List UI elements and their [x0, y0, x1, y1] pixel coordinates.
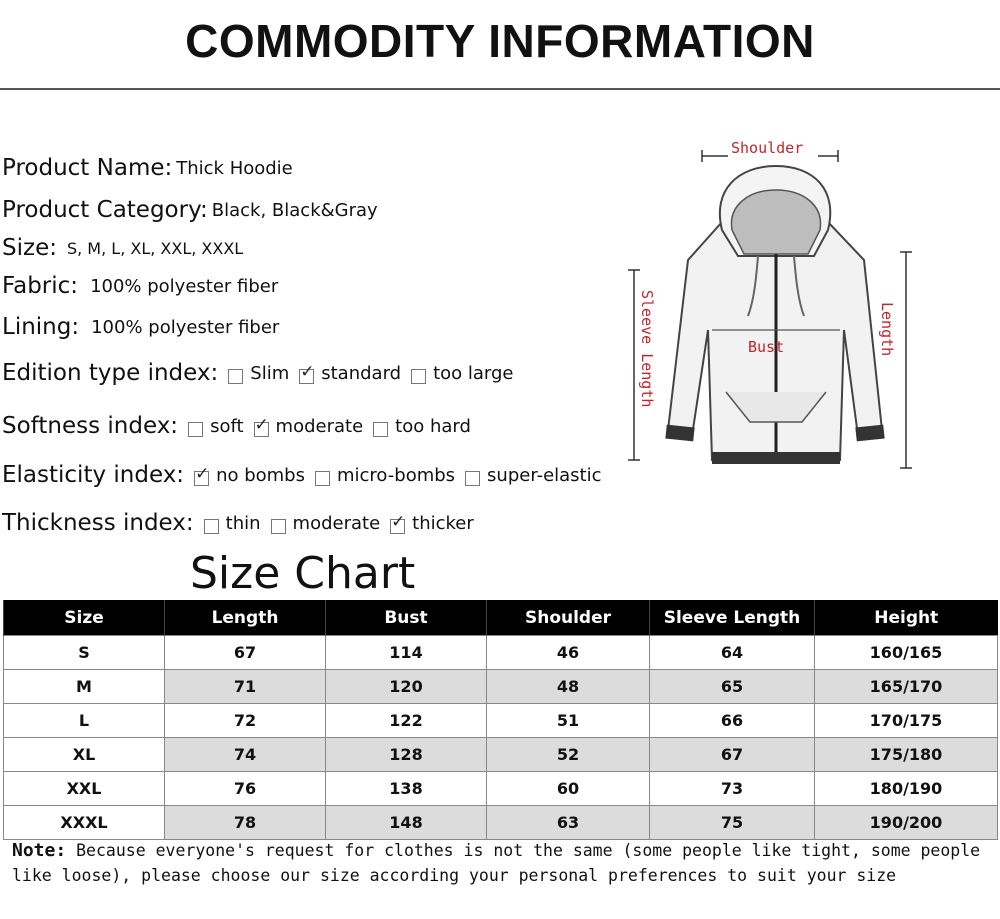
- table-cell: 46: [487, 636, 650, 670]
- edition-index-row: [2, 360, 514, 386]
- table-cell: 73: [650, 772, 815, 806]
- table-cell: 66: [650, 704, 815, 738]
- table-cell: 170/175: [815, 704, 998, 738]
- table-cell: 190/200: [815, 806, 998, 840]
- length-label: Length: [878, 302, 896, 357]
- column-header: Sleeve Length: [650, 600, 815, 636]
- table-cell: 67: [650, 738, 815, 772]
- table-cell: 52: [487, 738, 650, 772]
- table-row: [4, 704, 998, 738]
- elasticity-option-no-bombs: ✓ no bombs: [194, 465, 305, 486]
- hoodie-measurement-diagram: [628, 130, 918, 480]
- column-header: Bust: [326, 600, 487, 636]
- table-header-row: [4, 600, 998, 636]
- edition-option-too-large: too large: [411, 363, 513, 384]
- size-label: Size:: [2, 235, 57, 261]
- table-cell: 160/165: [815, 636, 998, 670]
- product-category-label: Product Category:: [2, 197, 208, 223]
- elasticity-index-label: Elasticity index:: [2, 462, 185, 488]
- product-category-value: Black, Black&Gray: [211, 199, 378, 221]
- thickness-option-moderate: moderate: [271, 513, 381, 534]
- product-name-row: [2, 155, 293, 181]
- size-row: [2, 235, 243, 261]
- note-text: Because everyone's request for clothes is not the same (some people like tight, some people like loose), please choose our size according your personal preferences to suit your size: [12, 841, 981, 885]
- hoodie-illustration: [628, 130, 918, 480]
- table-cell: XXXL: [4, 806, 165, 840]
- softness-index-label: Softness index:: [2, 413, 179, 439]
- size-value: S, M, L, XL, XXL, XXXL: [66, 238, 244, 258]
- table-cell: 138: [326, 772, 487, 806]
- checkbox-icon: [315, 471, 330, 486]
- checkbox-icon: [465, 471, 480, 486]
- table-cell: 63: [487, 806, 650, 840]
- table-cell: 114: [326, 636, 487, 670]
- product-name-label: Product Name:: [2, 155, 173, 181]
- checkbox-icon: [373, 422, 388, 437]
- column-header: Size: [4, 600, 165, 636]
- table-cell: 60: [487, 772, 650, 806]
- sleeve-length-label: Sleeve Length: [638, 290, 656, 408]
- table-row: [4, 670, 998, 704]
- lining-label: Lining:: [2, 314, 80, 340]
- checked-checkbox-icon: [390, 519, 405, 534]
- lining-row: [2, 314, 279, 340]
- table-cell: 175/180: [815, 738, 998, 772]
- table-cell: L: [4, 704, 165, 738]
- note-label: Note:: [12, 840, 67, 861]
- checkbox-icon: [271, 519, 286, 534]
- size-chart-title: Size Chart: [190, 548, 416, 599]
- page-title: COMMODITY INFORMATION: [185, 15, 815, 67]
- table-cell: 180/190: [815, 772, 998, 806]
- table-cell: 128: [326, 738, 487, 772]
- table-cell: 64: [650, 636, 815, 670]
- checkbox-icon: [204, 519, 219, 534]
- bust-label: Bust: [748, 338, 785, 356]
- checkbox-icon: [228, 369, 243, 384]
- checked-checkbox-icon: [194, 471, 209, 486]
- table-row: [4, 772, 998, 806]
- table-cell: 120: [326, 670, 487, 704]
- edition-index-label: Edition type index:: [2, 360, 219, 386]
- checkbox-icon: [188, 422, 203, 437]
- column-header: Height: [815, 600, 998, 636]
- lining-value: 100% polyester fiber: [91, 316, 280, 338]
- size-note: [12, 838, 990, 888]
- title-divider: [0, 88, 1000, 90]
- thickness-index-label: Thickness index:: [2, 510, 194, 536]
- edition-option-standard: ✓ standard: [299, 363, 401, 384]
- thickness-option-thin: thin: [204, 513, 261, 534]
- table-cell: 72: [165, 704, 326, 738]
- table-cell: 122: [326, 704, 487, 738]
- table-cell: XL: [4, 738, 165, 772]
- fabric-label: Fabric:: [2, 273, 79, 299]
- softness-option-too-hard: too hard: [373, 416, 471, 437]
- table-cell: 48: [487, 670, 650, 704]
- softness-option-soft: soft: [188, 416, 243, 437]
- edition-option-slim: Slim: [228, 363, 289, 384]
- table-row: [4, 806, 998, 840]
- table-cell: S: [4, 636, 165, 670]
- table-cell: M: [4, 670, 165, 704]
- table-row: [4, 636, 998, 670]
- shoulder-label: Shoulder: [731, 139, 804, 157]
- table-cell: 78: [165, 806, 326, 840]
- table-cell: 165/170: [815, 670, 998, 704]
- product-name-value: Thick Hoodie: [176, 157, 293, 179]
- table-cell: XXL: [4, 772, 165, 806]
- elasticity-option-micro-bombs: micro-bombs: [315, 465, 455, 486]
- table-cell: 74: [165, 738, 326, 772]
- thickness-option-thicker: ✓ thicker: [390, 513, 474, 534]
- size-chart-table: [3, 600, 998, 840]
- column-header: Length: [165, 600, 326, 636]
- table-cell: 148: [326, 806, 487, 840]
- product-category-row: [2, 197, 378, 223]
- table-cell: 67: [165, 636, 326, 670]
- table-cell: 65: [650, 670, 815, 704]
- thickness-index-row: [2, 510, 474, 536]
- elasticity-option-super-elastic: super-elastic: [465, 465, 601, 486]
- table-cell: 76: [165, 772, 326, 806]
- softness-option-moderate: ✓ moderate: [254, 416, 364, 437]
- table-cell: 75: [650, 806, 815, 840]
- checkbox-icon: [411, 369, 426, 384]
- fabric-value: 100% polyester fiber: [90, 275, 279, 297]
- elasticity-index-row: [2, 462, 602, 488]
- column-header: Shoulder: [487, 600, 650, 636]
- fabric-row: [2, 273, 278, 299]
- table-cell: 51: [487, 704, 650, 738]
- table-cell: 71: [165, 670, 326, 704]
- table-row: [4, 738, 998, 772]
- checked-checkbox-icon: [254, 422, 269, 437]
- checked-checkbox-icon: [299, 369, 314, 384]
- softness-index-row: [2, 413, 471, 439]
